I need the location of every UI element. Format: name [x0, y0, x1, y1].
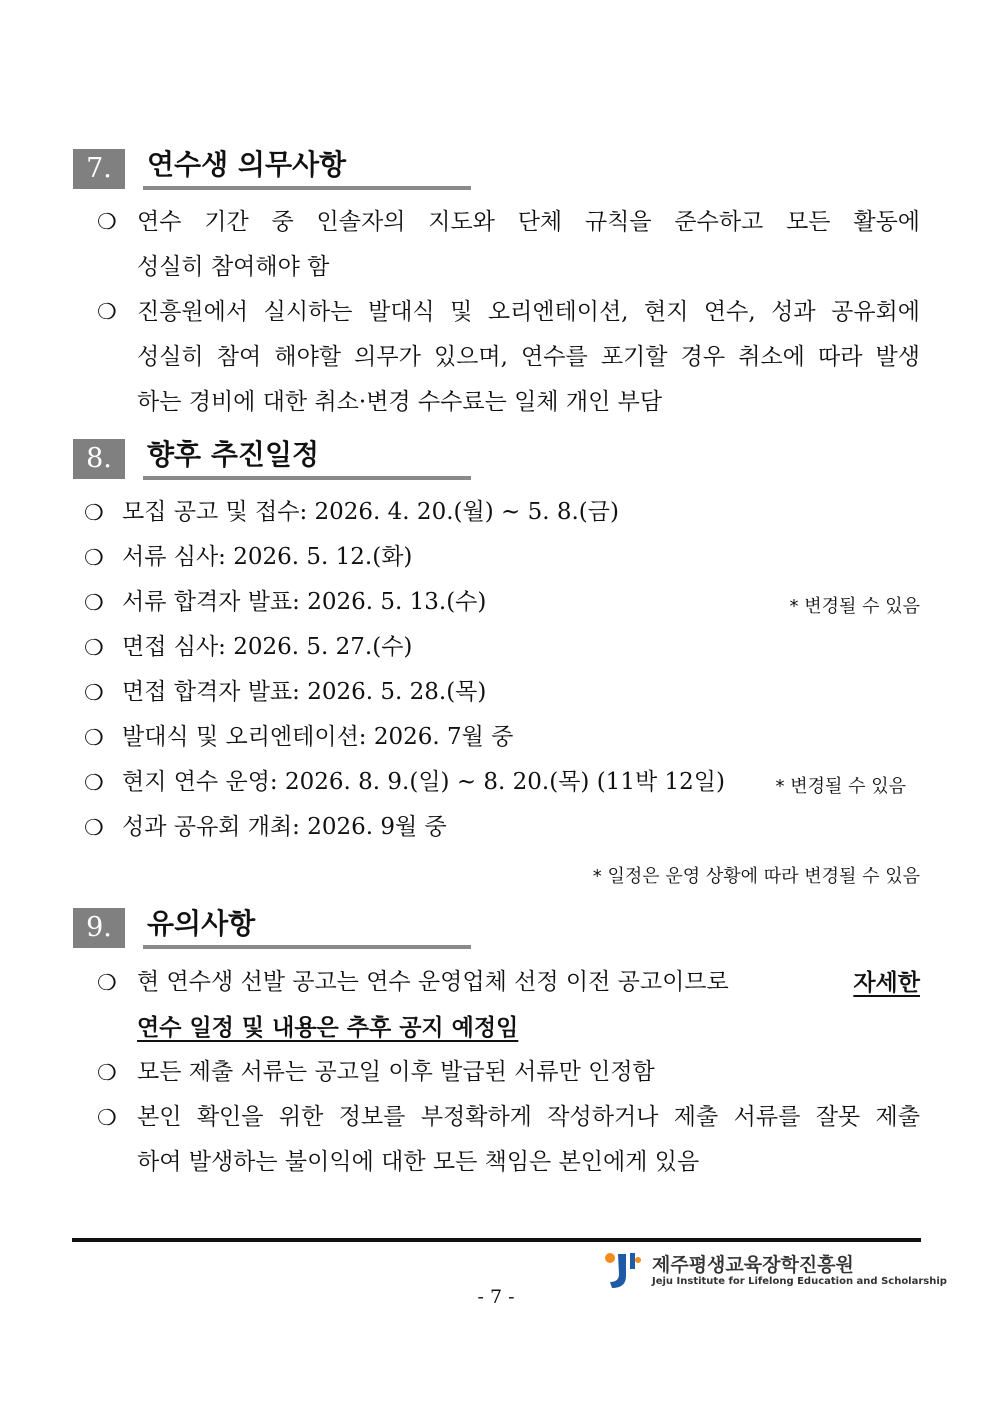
list-item-line: 하여 발생하는 불이익에 대한 모든 책임은 본인에게 있음	[137, 1149, 700, 1175]
list-item-line: 성실히 참여 해야할 의무가 있으며, 연수를 포기할 경우 취소에 따라 발생	[137, 344, 920, 370]
notice-emphasis: 연수 일정 및 내용은 추후 공지 예정임	[137, 1014, 519, 1041]
notice-text: 현 연수생 선발 공고는 연수 운영업체 선정 이전 공고이므로	[137, 969, 729, 995]
bullet-icon: ❍	[84, 726, 104, 751]
schedule-item: 서류 합격자 발표: 2026. 5. 13.(수)	[122, 589, 487, 615]
section-number: 7.	[73, 149, 125, 189]
list-item-line: 하는 경비에 대한 취소·변경 수수료는 일체 개인 부담	[137, 389, 663, 415]
schedule-item: 면접 합격자 발표: 2026. 5. 28.(목)	[122, 679, 487, 705]
schedule-item: 현지 연수 운영: 2026. 8. 9.(일) ~ 8. 20.(목) (11박 12일)	[122, 769, 725, 795]
schedule-item: 모집 공고 및 접수: 2026. 4. 20.(월) ~ 5. 8.(금)	[122, 499, 619, 525]
bullet-icon: ❍	[84, 591, 104, 616]
list-item-line: 연수 기간 중 인솔자의 지도와 단체 규칙을 준수하고 모든 활동에	[137, 209, 920, 235]
page-number: - 7 -	[477, 1286, 515, 1308]
bullet-icon: ❍	[97, 971, 117, 996]
heading-underline	[143, 476, 471, 480]
list-item-line: 성실히 참여해야 함	[137, 254, 330, 280]
list-item-line	[137, 960, 920, 1005]
section-number: 9.	[73, 908, 125, 948]
logo-english-name: Jeju Institute for Lifelong Education and Scholarship	[652, 1276, 947, 1287]
section-title: 향후 추진일정	[147, 438, 320, 471]
logo-korean-name: 제주평생교육장학진흥원	[652, 1254, 854, 1276]
section-title: 유의사항	[147, 907, 256, 940]
list-item-line	[137, 1005, 518, 1051]
bullet-icon: ❍	[84, 546, 104, 571]
bullet-icon: ❍	[84, 816, 104, 841]
bullet-icon: ❍	[97, 210, 117, 235]
section-title: 연수생 의무사항	[147, 148, 347, 181]
change-note: * 변경될 수 있음	[775, 776, 906, 797]
list-item-line: 본인 확인을 위한 정보를 부정확하게 작성하거나 제출 서류를 잘못 제출	[137, 1104, 920, 1130]
schedule-item: 서류 심사: 2026. 5. 12.(화)	[122, 544, 413, 570]
bullet-icon: ❍	[84, 501, 104, 526]
change-note: * 변경될 수 있음	[789, 596, 920, 617]
section-number: 8.	[73, 439, 125, 479]
schedule-item: 성과 공유회 개최: 2026. 9월 중	[122, 814, 447, 840]
bullet-icon: ❍	[97, 300, 117, 325]
notice-emphasis: 자세한	[853, 969, 920, 996]
schedule-footnote: * 일정은 운영 상황에 따라 변경될 수 있음	[592, 866, 920, 887]
footer-rule	[72, 1238, 921, 1242]
bullet-icon: ❍	[84, 681, 104, 706]
heading-underline	[143, 945, 471, 949]
list-item-line: 모든 제출 서류는 공고일 이후 발급된 서류만 인정함	[137, 1059, 655, 1085]
bullet-icon: ❍	[97, 1061, 117, 1086]
list-item-line: 진흥원에서 실시하는 발대식 및 오리엔테이션, 현지 연수, 성과 공유회에	[137, 299, 920, 325]
bullet-icon: ❍	[97, 1106, 117, 1131]
schedule-item: 면접 심사: 2026. 5. 27.(수)	[122, 634, 413, 660]
schedule-item: 발대식 및 오리엔테이션: 2026. 7월 중	[122, 724, 514, 750]
heading-underline	[143, 186, 471, 190]
bullet-icon: ❍	[84, 771, 104, 796]
bullet-icon: ❍	[84, 636, 104, 661]
